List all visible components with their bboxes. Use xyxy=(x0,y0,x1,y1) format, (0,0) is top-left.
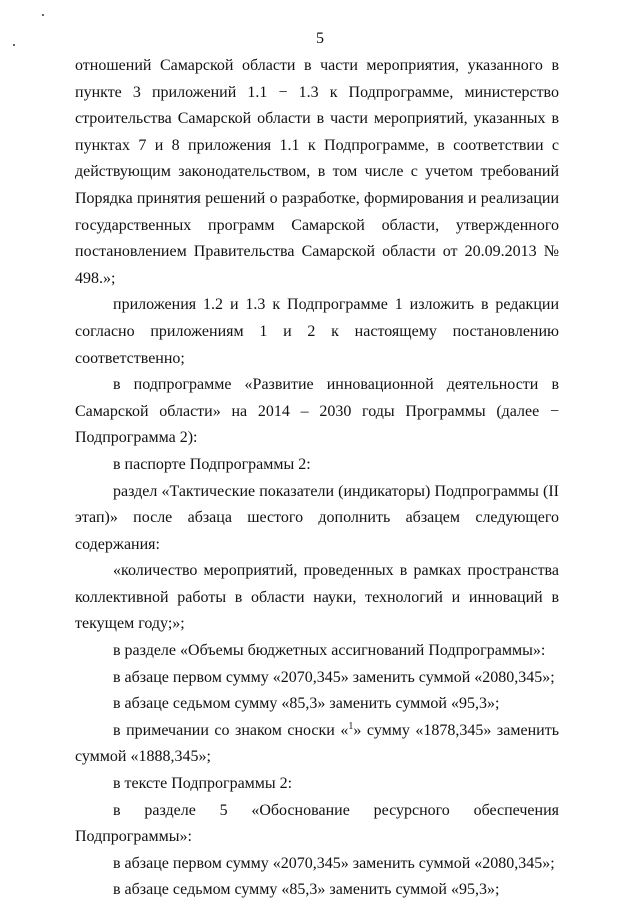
paragraph-budget-section: в разделе «Объемы бюджетных ассигнований Подпрограммы»: xyxy=(113,642,546,660)
paragraph-footnote-note xyxy=(75,718,559,771)
footnote-text-before: в примечании со знаком сноски « xyxy=(113,721,349,739)
scan-speck xyxy=(42,14,44,16)
paragraph-quoted-indicator: «количество мероприятий, проведенных в рамках пространства коллективной работы в области науки, технологий и инноваций в текущем году;»; xyxy=(75,562,559,633)
paragraph-tactical-indicators: раздел «Тактические показатели (индикаторы) Подпрограммы (II этап)» после абзаца шестого дополнить абзацем следующего содержания: xyxy=(75,482,559,553)
paragraph-passport: в паспорте Подпрограммы 2: xyxy=(113,455,311,473)
paragraph-appendices-1-2-1-3: приложения 1.2 и 1.3 к Подпрограмме 1 изложить в редакции согласно приложениям 1 и 2 к настоящему постановлению соответственно; xyxy=(75,296,559,367)
paragraph-first-abzac-2: в абзаце первом сумму «2070,345» заменить суммой «2080,345»; xyxy=(113,854,555,872)
paragraph-subprogram-2: в подпрограмме «Развитие инновационной деятельности в Самарской области» на 2014 – 2030 годы Программы (далее − Подпрограмма 2): xyxy=(75,376,559,447)
paragraph-continuation: отношений Самарской области в части мероприятия, указанного в пункте 3 приложений 1.1 − 1.3 к Подпрограмме, министерство строительства Самарской области в части мероприятий, указанных в пунктах 7 и 8 приложения 1.1 к Подпрограмме, в соответствии с действующим законодательством, в том числе с учетом требований Порядка принятия решений о разработке, формирования и реализации государственных программ Самарской области, утвержденного постановлением Правительства Самарской области от 20.09.2013 № 498.»; xyxy=(75,57,559,287)
paragraph-subprogram-text: в тексте Подпрограммы 2: xyxy=(113,775,293,793)
paragraph-seventh-abzac-2: в абзаце седьмом сумму «85,3» заменить суммой «95,3»; xyxy=(113,881,500,899)
page-number: 5 xyxy=(316,30,324,47)
footnote-text-after: » сумму «1878,345» заменить суммой «1888,345»; xyxy=(75,721,559,766)
paragraph-section-5: в разделе 5 «Обоснование ресурсного обеспечения Подпрограммы»: xyxy=(75,801,559,846)
paragraph-seventh-abzac: в абзаце седьмом сумму «85,3» заменить суммой «95,3»; xyxy=(113,695,500,713)
document-body xyxy=(75,53,559,904)
footnote-mark: 1 xyxy=(348,720,354,732)
paragraph-first-abzac: в абзаце первом сумму «2070,345» заменить суммой «2080,345»; xyxy=(113,668,555,686)
